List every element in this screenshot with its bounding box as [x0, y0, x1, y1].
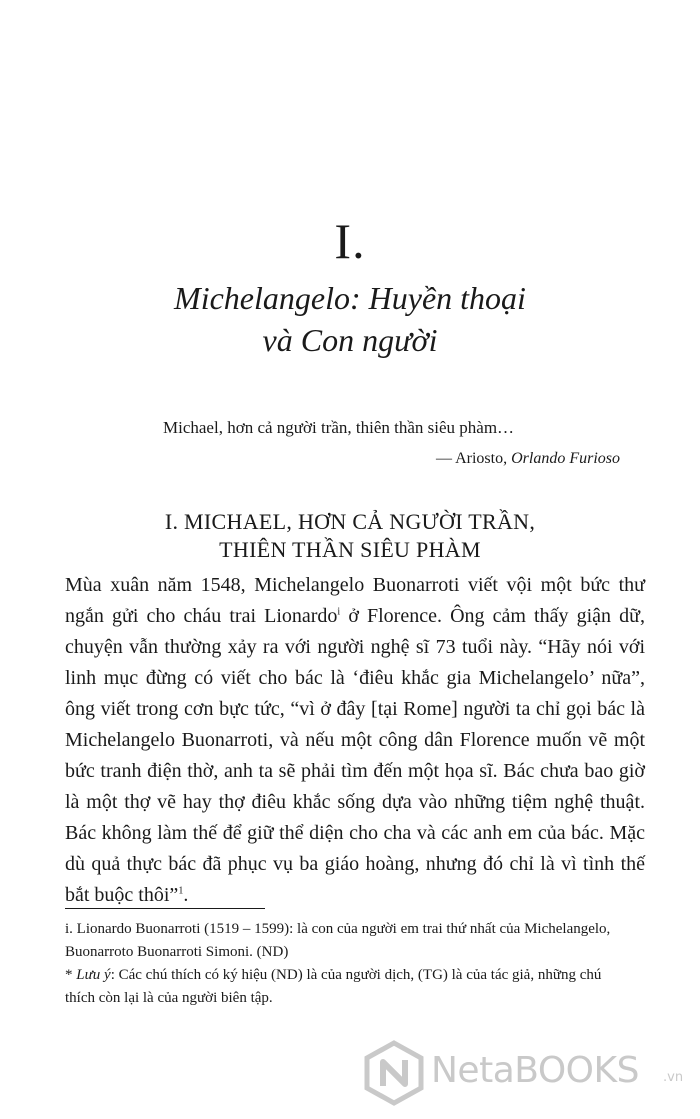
body-line: bức tranh điện thờ, anh ta sẽ phải tìm đến một họa sĩ. Bác chưa bao giờ — [65, 760, 645, 782]
body-line — [65, 880, 645, 911]
footnote-line: Buonarroto Buonarroti Simoni. (ND) — [65, 944, 289, 960]
footnote-ref-1: 1 — [178, 885, 184, 897]
body-line: ông viết trong cơn bực tức, “vì ở đây [tại Rome] người ta chỉ gọi bác là — [65, 698, 645, 720]
section-heading-line-1: I. MICHAEL, HƠN CẢ NGƯỜI TRẦN, — [164, 509, 536, 534]
body-line: dù quả thực bác đã phục vụ ba giáo hoàng, nhưng đó chỉ là vì tình thế — [65, 853, 645, 875]
body-line: là một thợ vẽ hay thợ điêu khắc sống dựa vào những tiệm nghệ thuật. — [65, 791, 645, 813]
body-line: Mùa xuân năm 1548, Michelangelo Buonarroti viết vội một bức thư — [65, 574, 645, 596]
body-text: ở Florence. Ông cảm thấy giận dữ, — [340, 605, 645, 627]
attribution-work: Orlando Furioso — [511, 450, 620, 467]
chapter-number: I. — [334, 213, 366, 269]
epigraph-attribution — [436, 449, 620, 469]
chapter-title — [0, 277, 700, 361]
chapter-title-line-2: và Con người — [262, 322, 438, 358]
body-text: . — [183, 884, 189, 906]
body-text: ngắn gửi cho cháu trai Lionardo — [65, 605, 338, 627]
neta-logo-icon — [363, 1040, 425, 1106]
body-line: linh mục đừng có viết cho bác là ‘điêu khắc gia Michelangelo’ nữa”, — [65, 667, 645, 689]
watermark-tld: .vn — [663, 1070, 684, 1085]
footnote-i — [65, 918, 645, 964]
footnote-text: : Các chú thích có ký hiệu (ND) là của người dịch, (TG) là của tác giả, những chú — [110, 967, 602, 983]
footnote-marker: * — [65, 967, 77, 983]
footnote-divider — [65, 908, 265, 909]
body-line — [65, 601, 645, 632]
body-line: Bác không làm thế để giữ thể diện cho cha và các anh em của bác. Mặc — [65, 822, 645, 844]
watermark-brand: NetaBOOKS — [431, 1050, 639, 1091]
body-line: chuyện vẫn thường xảy ra với người nghệ sĩ 73 tuổi này. “Hãy nói với — [65, 636, 645, 658]
section-heading-line-2: THIÊN THẦN SIÊU PHÀM — [219, 537, 481, 562]
attribution-author: — Ariosto, — [435, 450, 512, 467]
footnote-line: i. Lionardo Buonarroti (1519 – 1599): là con của người em trai thứ nhất của Michelangelo, — [65, 921, 611, 937]
epigraph-quote: Michael, hơn cả người trần, thiên thần siêu phàm… — [163, 418, 515, 437]
footnote-line: thích còn lại là của người biên tập. — [65, 990, 273, 1006]
body-text: bắt buộc thôi” — [65, 884, 179, 906]
body-line: Michelangelo Buonarroti, và nếu một công dân Florence muốn vẽ một — [65, 729, 645, 751]
chapter-title-line-1: Michelangelo: Huyền thoại — [174, 280, 526, 316]
footnote-note — [65, 964, 645, 1010]
footnote-line — [65, 964, 645, 987]
body-paragraph — [65, 570, 645, 911]
footnotes — [65, 918, 645, 1010]
section-heading — [0, 508, 700, 564]
footnote-label: Lưu ý — [76, 967, 111, 983]
watermark — [363, 1038, 693, 1108]
footnote-ref-i: i — [337, 606, 341, 618]
